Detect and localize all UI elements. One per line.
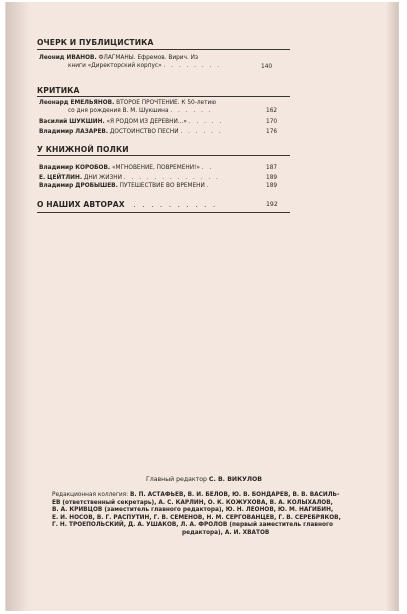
section-title-bookshelf: У КНИЖНОЙ ПОЛКИ	[37, 145, 129, 154]
editor-in-chief	[146, 476, 262, 483]
entry-dots: . . . . . .	[180, 129, 223, 135]
board-line: Г. Н. ТРОЕПОЛЬСКИЙ, Д. А. УШАКОВ, Л. А. ФРОЛОВ (первый заместитель главного	[52, 522, 333, 529]
section-title-authors	[37, 200, 217, 209]
entry-author: Е. ЦЕЙТЛИН.	[39, 175, 83, 181]
editor-name: С. В. ВИКУЛОВ	[208, 476, 263, 483]
entry-dots: . .	[201, 165, 214, 171]
authors-dots: . . . . . . . . . .	[133, 200, 218, 209]
entry-author: Леонард ЕМЕЛЬЯНОВ.	[39, 100, 115, 106]
entry-page-number: 189	[266, 183, 278, 189]
entry-page-number: 162	[266, 108, 278, 114]
entry-title: ВТОРОЕ ПРОЧТЕНИЕ. К 50-летию	[116, 100, 217, 106]
toc-entry-korobov	[39, 165, 213, 173]
board-names: В. П. АСТАФЬЕВ, В. И. БЕЛОВ, Ю. В. БОНДАРЕВ, В. В. ВАСИЛЬ-	[129, 492, 340, 498]
entry-page-number: 140	[261, 64, 273, 70]
entry-page-number: 187	[266, 165, 278, 171]
magazine-page	[5, 2, 399, 611]
toc-entry-emelyanov-cont	[68, 108, 213, 116]
toc-entry-ivanov	[39, 55, 198, 63]
section-rule-authors	[37, 212, 290, 213]
entry-subtitle: со дня рождения В. М. Шукшина	[68, 108, 169, 114]
section-rule-bookshelf	[37, 155, 290, 156]
section-rule-essays	[37, 49, 290, 50]
entry-title: «МГНОВЕНИЕ, ПОВРЕМЕНИ!»	[111, 165, 200, 171]
entry-title: ДОСТОИНСТВО ПЕСНИ	[109, 129, 179, 135]
page-fold-shadow	[6, 2, 30, 611]
toc-entry-tseitlin	[39, 175, 220, 183]
entry-author: Леонид ИВАНОВ.	[39, 55, 97, 61]
entry-dots: .	[206, 183, 211, 189]
entry-title: «Я РОДОМ ИЗ ДЕРЕВНИ...»	[106, 119, 187, 125]
entry-title: ФЛАГМАНЫ. Ефремов. Вирич. Из	[98, 55, 199, 61]
toc-entry-shukshin	[39, 119, 223, 127]
editor-label: Главный редактор	[146, 476, 207, 483]
section-title-essays: ОЧЕРК И ПУБЛИЦИСТИКА	[37, 38, 154, 47]
entry-page-number: 170	[266, 119, 278, 125]
entry-dots: . . . . . .	[170, 108, 213, 114]
entry-title: ДНИ ЖИЗНИ	[83, 175, 122, 181]
entry-author: Владимир КОРОБОВ.	[39, 165, 111, 171]
entry-dots: . . . . . . . . . . . . .	[123, 175, 220, 181]
editorial-board	[52, 492, 368, 538]
toc-entry-drobyshev	[39, 183, 211, 191]
entry-author: Василий ШУКШИН.	[39, 119, 105, 125]
toc-entry-ivanov-cont	[68, 63, 221, 71]
board-line: Е. И. НОСОВ, В. Г. РАСПУТИН, Г. В. СЕМЕНОВ, Н. М. СЕРГОВАНЦЕВ, Г. В. СЕРЕБРЯКОВ,	[52, 514, 341, 521]
entry-author: Владимир ЛАЗАРЕВ.	[39, 129, 109, 135]
toc-entry-emelyanov	[39, 100, 216, 108]
toc-entry-lazarev	[39, 129, 223, 137]
authors-title: О НАШИХ АВТОРАХ	[37, 200, 125, 209]
entry-dots: . . . . . . . .	[163, 63, 222, 69]
board-label: Редакционная коллегия:	[52, 492, 129, 498]
board-line: В. А. КРИВЦОВ (заместитель главного редактора), Ю. Н. ЛЕОНОВ, Ю. М. НАГИБИН,	[52, 507, 334, 514]
board-line: редактора), А. И. ХВАТОВ	[182, 529, 270, 536]
board-line	[52, 492, 368, 500]
entry-title: ПУТЕШЕСТВИЕ ВО ВРЕМЕНИ	[119, 183, 205, 189]
section-title-criticism: КРИТИКА	[37, 86, 80, 95]
authors-page-number: 192	[266, 201, 278, 208]
board-line: ЕВ (ответственный секретарь), А. С. КАРЛИН, О. К. КОЖУХОВА, В. А. КОЛЫХАЛОВ,	[52, 499, 333, 506]
section-rule-criticism	[37, 96, 290, 97]
entry-subtitle: книги «Директорский корпус»	[68, 63, 162, 69]
entry-dots: . . . . .	[188, 119, 224, 125]
entry-author: Владимир ДРОБЫШЕВ.	[39, 183, 118, 189]
page-edge-shadow	[386, 2, 398, 611]
entry-page-number: 176	[266, 129, 278, 135]
entry-page-number: 189	[266, 175, 278, 181]
